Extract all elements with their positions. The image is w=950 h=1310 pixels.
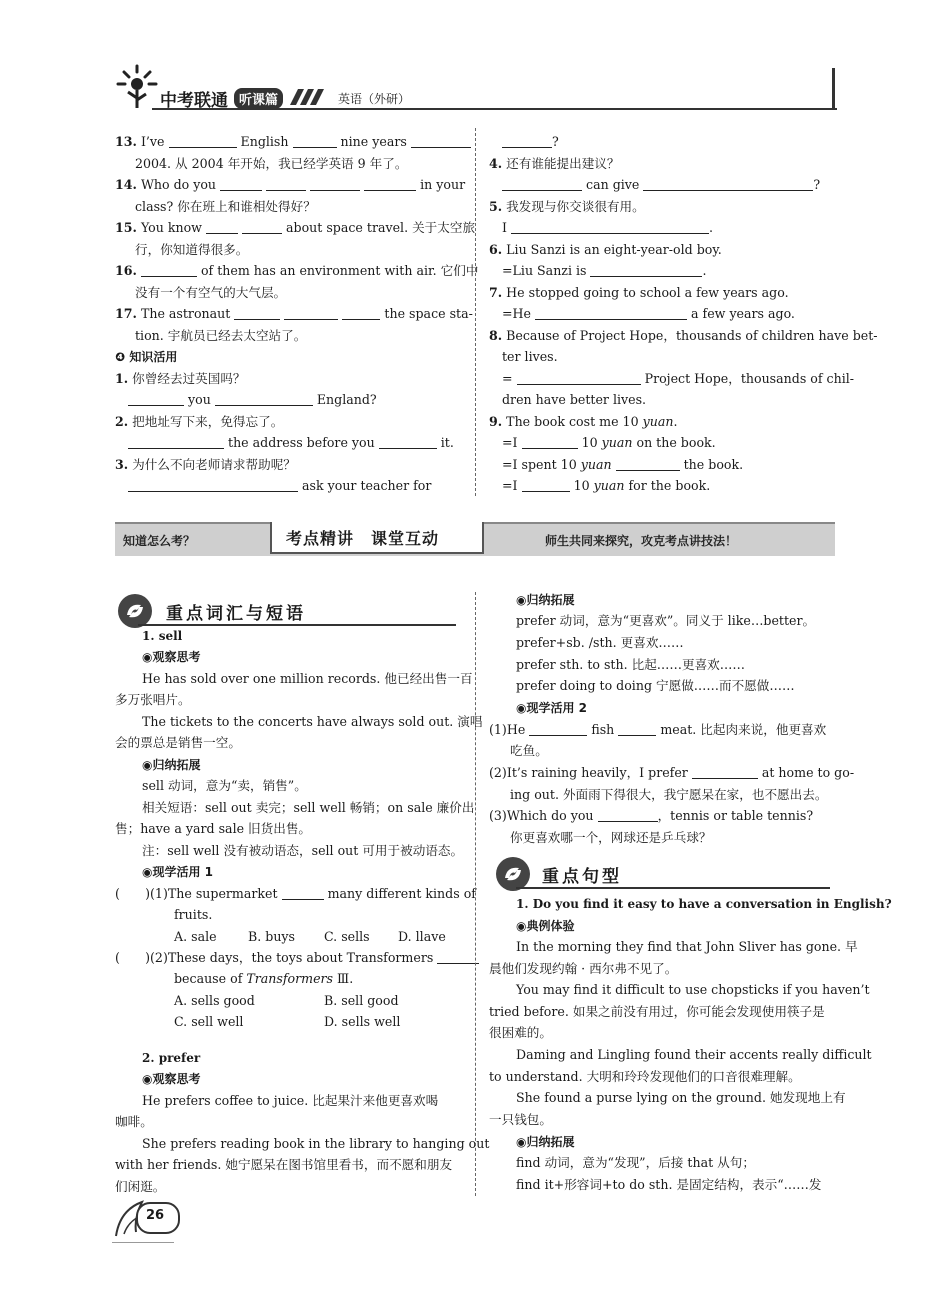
blank[interactable] [379, 435, 437, 449]
prefer-summary-1: prefer 动词，意为“更喜欢”。同义于 like…better。 [516, 613, 816, 628]
sell-summary-3: 注：sell well 没有被动语态，sell out 可用于被动语态。 [142, 843, 464, 858]
prefer-example-1b: 咖啡。 [115, 1114, 153, 1129]
blank[interactable] [282, 886, 324, 900]
prefer-practice-label: ◉现学活用 2 [516, 701, 587, 715]
sentence-example-2c: 很困难的。 [489, 1025, 552, 1040]
prefer-summary-4: prefer doing to doing 宁愿做……而不愿做…… [516, 678, 795, 693]
blank[interactable] [692, 765, 758, 779]
vocab-section-title: 重点词汇与短语 [166, 604, 306, 624]
k3-continuation: ? [502, 133, 559, 151]
k9-answer-3: =I 10 yuan for the book. [502, 478, 711, 493]
sell-summary-2a: 相关短语：sell out 卖完；sell well 畅销；on sale 廉价出 [142, 800, 475, 815]
sell-practice-1: ( )(1)The supermarket many different kinds of [115, 886, 476, 901]
prefer-example-2b: with her friends. 她宁愿呆在图书馆里看书，而不愿和朋友 [115, 1157, 453, 1172]
blank[interactable] [511, 220, 709, 234]
blank[interactable] [128, 435, 224, 449]
q17-line1: 17. The astronaut the space sta- [115, 306, 473, 321]
blank[interactable] [242, 220, 282, 234]
q14-line2: class? 你在班上和谁相处得好？ [135, 199, 316, 214]
sell-practice-1-cont: fruits. [174, 907, 213, 922]
header-rule [152, 108, 837, 110]
q16-line1: 16. of them has an environment with air. 它们中 [115, 263, 479, 278]
blank[interactable] [206, 220, 238, 234]
q16-line2: 没有一个有空气的大气层。 [135, 285, 287, 300]
sell-observe-label: ◉观察思考 [142, 650, 201, 664]
blank[interactable] [293, 134, 337, 148]
sentence-example-2b: tried before. 如果之前没有用过，你可能会发现使用筷子是 [489, 1004, 825, 1019]
sell-practice-1-option-d[interactable]: D. llave [398, 929, 446, 944]
blank[interactable] [342, 306, 380, 320]
sell-summary-2b: 售；have a yard sale 旧货出售。 [115, 821, 312, 836]
banner-left-text: 知道怎么考？ [123, 534, 196, 548]
prefer-practice-3-cont: 你更喜欢哪一个，网球还是乒乓球？ [510, 830, 712, 845]
k8-question-1: 8. Because of Project Hope，thousands of children have bet- [489, 328, 878, 343]
blank[interactable] [234, 306, 280, 320]
column-divider-top [475, 128, 476, 496]
k1-answer: you England? [128, 391, 377, 409]
k5-question: 5. 我发现与你交谈很有用。 [489, 199, 645, 214]
k9-question: 9. The book cost me 10 yuan. [489, 414, 678, 429]
k7-answer: =He a few years ago. [502, 306, 795, 321]
sell-practice-label: ◉现学活用 1 [142, 865, 213, 879]
brand-title: 中考联通 [160, 91, 228, 111]
k8-answer-2: dren have better lives. [502, 392, 647, 407]
section-banner [115, 522, 835, 556]
blank[interactable] [364, 177, 416, 191]
sell-practice-2-option-a[interactable]: A. sells good [174, 993, 255, 1008]
q13-line2: 2004. 从 2004 年开始，我已经学英语 9 年了。 [135, 156, 408, 171]
sentence-example-3b: to understand. 大明和玲玲发现他们的口音很难理解。 [489, 1069, 801, 1084]
prefer-example-2c: 们闲逛。 [115, 1179, 166, 1194]
k9-answer-1: =I 10 yuan on the book. [502, 435, 716, 450]
sell-example-2b: 会的票总是销售一空。 [115, 735, 241, 750]
sentence-summary-2: find it+形容词+to do sth. 是固定结构，表示“……发 [516, 1177, 822, 1192]
page-number: 26 [146, 1208, 165, 1223]
k6-question: 6. Liu Sanzi is an eight-year-old boy. [489, 242, 722, 257]
sentence-summary-label: ◉归纳拓展 [516, 1135, 575, 1149]
sentence-heading-1: 1. Do you find it easy to have a conversation in English? [516, 897, 892, 911]
sell-practice-2-option-b[interactable]: B. sell good [324, 993, 399, 1008]
k7-question: 7. He stopped going to school a few years ago. [489, 285, 789, 300]
tree-logo-icon [112, 62, 162, 114]
prefer-heading: 2. prefer [142, 1051, 201, 1065]
k2-answer: the address before you it. [128, 434, 454, 452]
page-footer [112, 1196, 182, 1246]
blank[interactable] [437, 950, 479, 964]
sentence-example-4a: She found a purse lying on the ground. 她发现地上有 [516, 1090, 846, 1105]
q17-line2: tion. 宇航员已经去太空站了。 [135, 328, 307, 343]
sentence-summary-1: find 动词，意为“发现”，后接 that 从句； [516, 1155, 755, 1170]
sell-practice-2-option-d[interactable]: D. sells well [324, 1014, 401, 1029]
k1-question: 1. 你曾经去过英国吗？ [115, 371, 246, 386]
sell-example-1a: He has sold over one million records. 他已经出售一百 [142, 671, 473, 686]
prefer-practice-2: (2)It’s raining heavily，I prefer at home to go- [489, 765, 855, 780]
stripes-decoration [290, 89, 330, 105]
blank[interactable] [522, 478, 570, 492]
blank[interactable] [128, 392, 184, 406]
section-badge: 听课篇 [234, 88, 283, 109]
prefer-example-2a: She prefers reading book in the library to hanging out [142, 1136, 490, 1151]
blank[interactable] [284, 306, 338, 320]
k3-question: 3. 为什么不向老师请求帮助呢？ [115, 457, 296, 472]
k3-answer: ask your teacher for [128, 477, 431, 495]
sell-practice-2: ( )(2)These days，the toys about Transformers [115, 949, 479, 967]
sentence-example-4b: 一只钱包。 [489, 1112, 552, 1127]
blank[interactable] [522, 435, 578, 449]
footer-rule [112, 1242, 174, 1243]
sell-example-2a: The tickets to the concerts have always sold out. 演唱 [142, 714, 483, 729]
blank[interactable] [220, 177, 262, 191]
q15-line2: 行，你知道得很多。 [135, 242, 249, 257]
k6-answer: =Liu Sanzi is . [502, 263, 707, 278]
banner-title-box [270, 522, 484, 554]
blank[interactable] [169, 134, 237, 148]
sentence-example-1a: In the morning they find that John Sliver has gone. 早 [516, 939, 858, 954]
swirl-icon [501, 862, 525, 886]
k4-answer: can give ? [502, 176, 820, 194]
q15-line1: 15. You know about space travel. 关于太空旅 [115, 220, 476, 235]
sentence-example-2a: You may find it difficult to use chopsticks if you haven’t [516, 982, 870, 997]
blank[interactable] [266, 177, 306, 191]
sell-heading: 1. sell [142, 629, 183, 643]
sentences-section-title: 重点句型 [542, 867, 622, 887]
sell-practice-2-option-c[interactable]: C. sell well [174, 1014, 244, 1029]
swirl-icon [123, 599, 147, 623]
k8-question-2: ter lives. [502, 349, 558, 364]
blank[interactable] [616, 457, 680, 471]
k2-question: 2. 把地址写下来，免得忘了。 [115, 414, 284, 429]
blank[interactable] [598, 808, 658, 822]
prefer-summary-label: ◉归纳拓展 [516, 593, 575, 607]
blank[interactable] [535, 306, 687, 320]
prefer-practice-2-cont: ing out. 外面雨下得很大，我宁愿呆在家，也不愿出去。 [510, 787, 828, 802]
prefer-summary-3: prefer sth. to sth. 比起……更喜欢…… [516, 657, 745, 672]
blank[interactable] [618, 722, 656, 736]
prefer-summary-2: prefer+sb. /sth. 更喜欢…… [516, 635, 684, 650]
blank[interactable] [502, 134, 552, 148]
page-header [112, 62, 837, 114]
sell-practice-1-option-b[interactable]: B. buys [248, 929, 296, 944]
banner-title: 考点精讲 课堂互动 [286, 529, 440, 548]
prefer-practice-1: (1)He fish meat. 比起肉来说，他更喜欢 [489, 722, 827, 737]
prefer-practice-1-cont: 吃鱼。 [510, 743, 548, 758]
sentences-section-header [496, 857, 830, 891]
sentence-example-3a: Daming and Lingling found their accents really difficult [516, 1047, 872, 1062]
prefer-example-1a: He prefers coffee to juice. 比起果汁来他更喜欢喝 [142, 1093, 439, 1108]
q14-line1: 14. Who do you in your [115, 177, 466, 192]
blank[interactable] [517, 371, 641, 385]
blank[interactable] [502, 177, 582, 191]
blank[interactable] [310, 177, 360, 191]
q13-line1: 13. I’ve English nine years [115, 133, 471, 151]
sell-practice-2-cont: because of Transformers Ⅲ. [174, 971, 354, 986]
subject-label: 英语（外研） [338, 92, 411, 106]
header-edge [832, 68, 835, 110]
blank[interactable] [215, 392, 313, 406]
blank[interactable] [643, 177, 813, 191]
vocab-section-header [118, 594, 456, 628]
sentence-example-1b: 晨他们发现约翰 · 西尔弗不见了。 [489, 961, 678, 976]
k4-question: 4. 还有谁能提出建议？ [489, 156, 620, 171]
blank[interactable] [411, 134, 471, 148]
k9-answer-2: =I spent 10 yuan the book. [502, 457, 744, 472]
sell-example-1b: 多万张唱片。 [115, 692, 191, 707]
section-title-knowledge: ❹ 知识活用 [115, 350, 178, 364]
sell-practice-1-option-c[interactable]: C. sells [324, 929, 370, 944]
sell-summary-1: sell 动词，意为“卖，销售”。 [142, 778, 307, 793]
blank[interactable] [590, 263, 702, 277]
banner-right-text: 师生共同来探究，攻克考点讲技法！ [545, 534, 738, 548]
sell-practice-1-option-a[interactable]: A. sale [174, 929, 217, 944]
k5-answer: I . [502, 220, 714, 235]
k8-answer-1: = Project Hope，thousands of chil- [502, 371, 855, 386]
example-label: ◉典例体验 [516, 919, 575, 933]
blank[interactable] [529, 722, 587, 736]
prefer-observe-label: ◉观察思考 [142, 1072, 201, 1086]
sell-summary-label: ◉归纳拓展 [142, 758, 201, 772]
column-divider-bottom [475, 592, 476, 1196]
prefer-practice-3: (3)Which do you ，tennis or table tennis? [489, 808, 814, 823]
blank[interactable] [128, 478, 298, 492]
blank[interactable] [141, 263, 197, 277]
